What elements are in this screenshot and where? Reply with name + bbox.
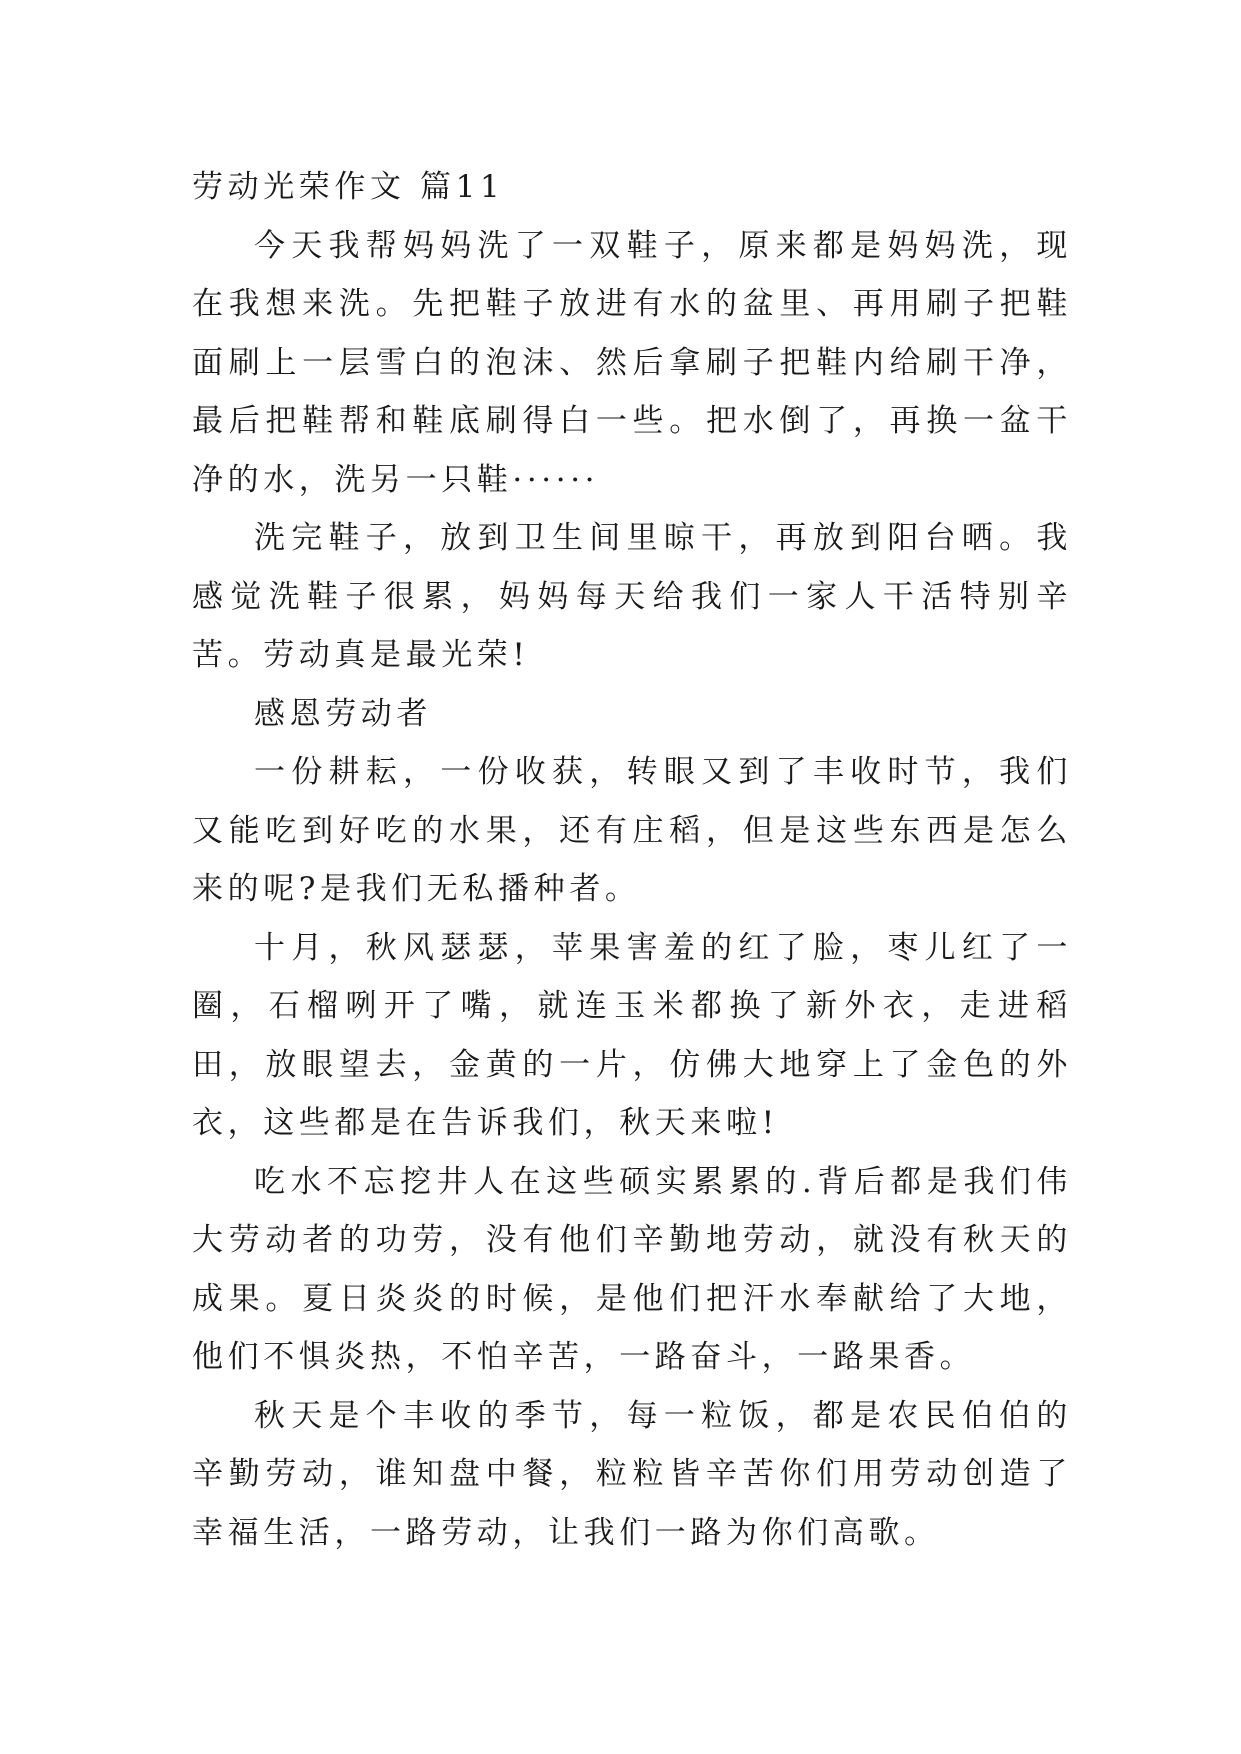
- paragraph-october: 十月，秋风瑟瑟，苹果害羞的红了脸，枣儿红了一圈，石榴咧开了嘴，就连玉米都换了新外衣，走进稻田，放眼望去，金黄的一片，仿佛大地穿上了金色的外衣，这些都是在告诉我们，秋天来啦!: [192, 929, 1072, 1141]
- document-body: [192, 158, 1072, 1562]
- paragraph-wash-shoes: 今天我帮妈妈洗了一双鞋子，原来都是妈妈洗，现在我想来洗。先把鞋子放进有水的盆里、再用刷子把鞋面刷上一层雪白的泡沫、然后拿刷子把鞋内给刷干净，最后把鞋帮和鞋底刷得白一些。把水倒了，再换一盆干净的水，洗另一只鞋······: [192, 227, 1072, 498]
- section-subheading: 感恩劳动者: [254, 695, 432, 732]
- paragraph-autumn: 秋天是个丰收的季节，每一粒饭，都是农民伯伯的辛勤劳动，谁知盘中餐，粒粒皆辛苦你们用劳动创造了幸福生活，一路劳动，让我们一路为你们高歌。: [192, 1397, 1072, 1551]
- paragraph-gratitude: 吃水不忘挖井人在这些硕实累累的.背后都是我们伟大劳动者的功劳，没有他们辛勤地劳动，就没有秋天的成果。夏日炎炎的时候，是他们把汗水奉献给了大地，他们不惧炎热，不怕辛苦，一路奋斗，一路果香。: [192, 1163, 1072, 1375]
- document-title: 劳动光荣作文 篇11: [192, 169, 505, 205]
- paragraph-harvest: 一份耕耘，一份收获，转眼又到了丰收时节，我们又能吃到好吃的水果，还有庄稻，但是这些东西是怎么来的呢?是我们无私播种者。: [192, 754, 1072, 907]
- paragraph-dry-shoes: 洗完鞋子，放到卫生间里晾干，再放到阳台晒。我感觉洗鞋子很累，妈妈每天给我们一家人干活特别辛苦。劳动真是最光荣!: [192, 520, 1072, 673]
